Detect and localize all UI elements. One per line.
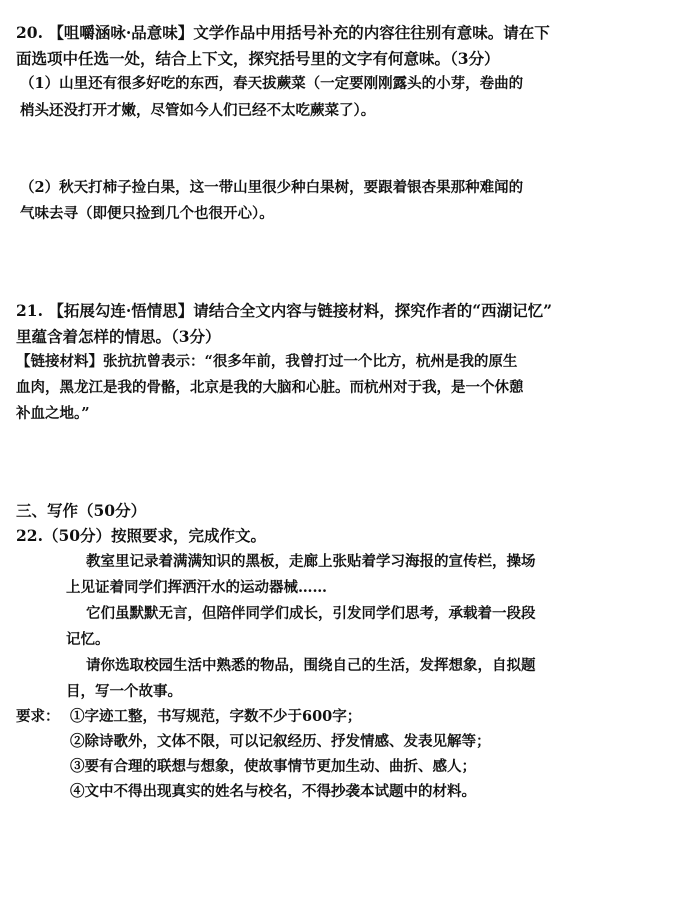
prompt-para3-line1: 请你选取校园生活中熟悉的物品，围绕自己的生活，发挥想象，自拟题 — [86, 657, 536, 674]
requirement-1: ①字迹工整，书写规范，字数不少于600字； — [70, 708, 362, 725]
requirement-2: ②除诗歌外，文体不限，可以记叙经历、抒发情感、发表见解等； — [70, 733, 491, 750]
q21-material-line3: 补血之地。” — [16, 405, 90, 422]
prompt-para3-line2: 目，写一个故事。 — [66, 683, 182, 700]
q20-item2-line2: 气味去寻（即便只捡到几个也很开心）。 — [20, 205, 274, 222]
requirement-4: ④文中不得出现真实的姓名与校名，不得抄袭本试题中的材料。 — [70, 783, 476, 800]
section3-heading: 三、写作（50分） — [16, 501, 147, 520]
prompt-para2-line2: 记忆。 — [66, 631, 110, 648]
requirement-3: ③要有合理的联想与想象，使故事情节更加生动、曲折、感人； — [70, 758, 476, 775]
q20-item1-line2: 梢头还没打开才嫩，尽管如今人们已经不太吃蕨菜了）。 — [20, 102, 376, 119]
q21-material-line1: 【链接材料】张抗抗曾表示：“很多年前，我曾打过一个比方，杭州是我的原生 — [16, 353, 518, 370]
q20-item2-line1: （2）秋天打柿子捡白果，这一带山里很少种白果树，要跟着银杏果那种难闻的 — [20, 179, 524, 196]
q20-line1: 20. 【咀嚼涵咏·品意味】文学作品中用括号补充的内容往往别有意味。请在下 — [16, 23, 550, 42]
q22-title: 22.（50分）按照要求，完成作文。 — [16, 526, 267, 545]
requirements-label: 要求： — [16, 708, 60, 725]
q21-line1: 21. 【拓展勾连·悟情思】请结合全文内容与链接材料，探究作者的“西湖记忆” — [16, 301, 553, 320]
q21-line2: 里蕴含着怎样的情思。（3分） — [16, 327, 221, 346]
prompt-para1-line1: 教室里记录着满满知识的黑板，走廊上张贴着学习海报的宣传栏，操场 — [86, 553, 536, 570]
q21-material-line2: 血肉，黑龙江是我的骨骼，北京是我的大脑和心脏。而杭州对于我，是一个休憩 — [16, 379, 524, 396]
q20-line2: 面选项中任选一处，结合上下文，探究括号里的文字有何意味。（3分） — [16, 49, 500, 68]
prompt-para1-line2: 上见证着同学们挥洒汗水的运动器械…… — [66, 579, 327, 596]
prompt-para2-line1: 它们虽默默无言，但陪伴同学们成长，引发同学们思考，承载着一段段 — [86, 605, 536, 622]
q20-item1-line1: （1）山里还有很多好吃的东西，春天拔蕨菜（一定要刚刚露头的小芽，卷曲的 — [20, 75, 524, 92]
